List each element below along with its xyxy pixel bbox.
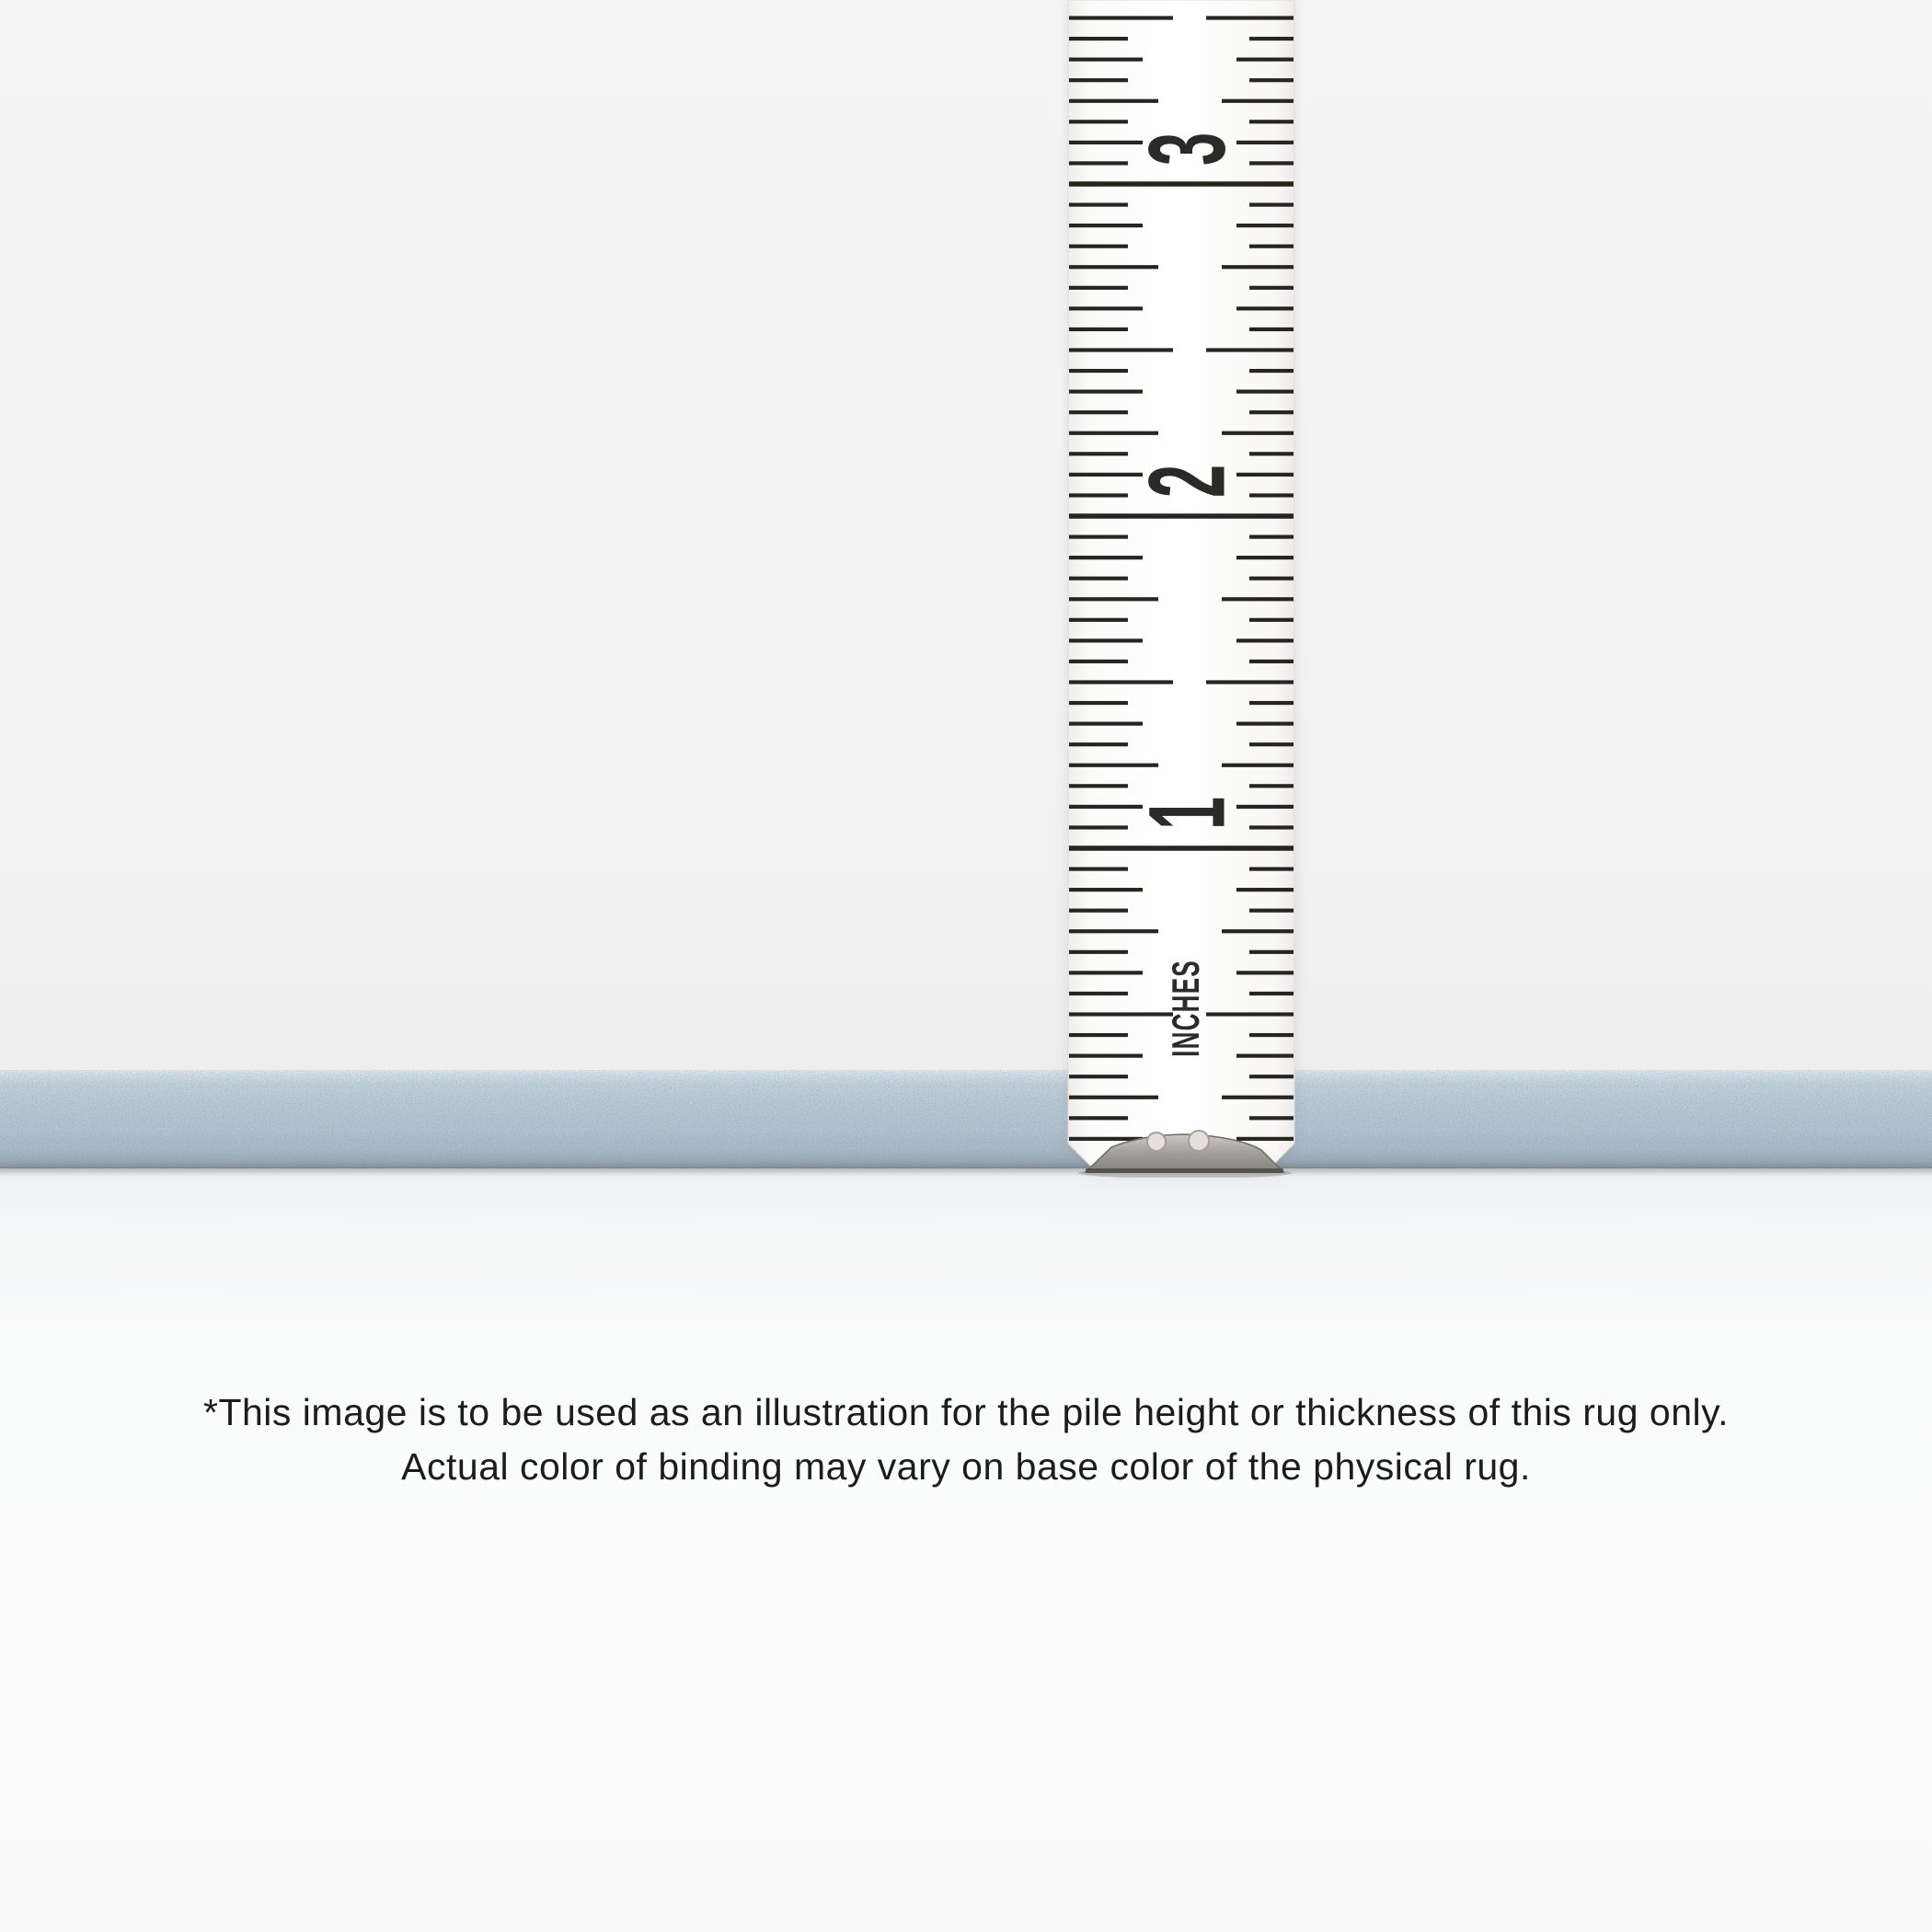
caption-line-2: Actual color of binding may vary on base color of the physical rug.: [401, 1445, 1531, 1488]
inches-label: INCHES: [1164, 960, 1208, 1057]
rug-pile-strip: [0, 1070, 1932, 1168]
tape-measure-ruler: [1065, 0, 1297, 1178]
caption-line-1: *This image is to be used as an illustration for the pile height or thickness of this rug only.: [203, 1391, 1729, 1433]
clip-rivet-right: [1189, 1131, 1209, 1151]
inch-number-3: 3: [1127, 132, 1248, 167]
disclaimer-caption: [0, 1386, 1932, 1494]
clip-bottom-edge: [1086, 1168, 1283, 1173]
clip-rivet-left: [1147, 1133, 1166, 1151]
inch-number-2: 2: [1127, 464, 1248, 499]
rug-floor-shadow: [0, 1168, 1932, 1177]
background-floor: [0, 1167, 1932, 1932]
inch-number-1: 1: [1127, 796, 1248, 831]
rug-texture: [0, 1070, 1932, 1168]
